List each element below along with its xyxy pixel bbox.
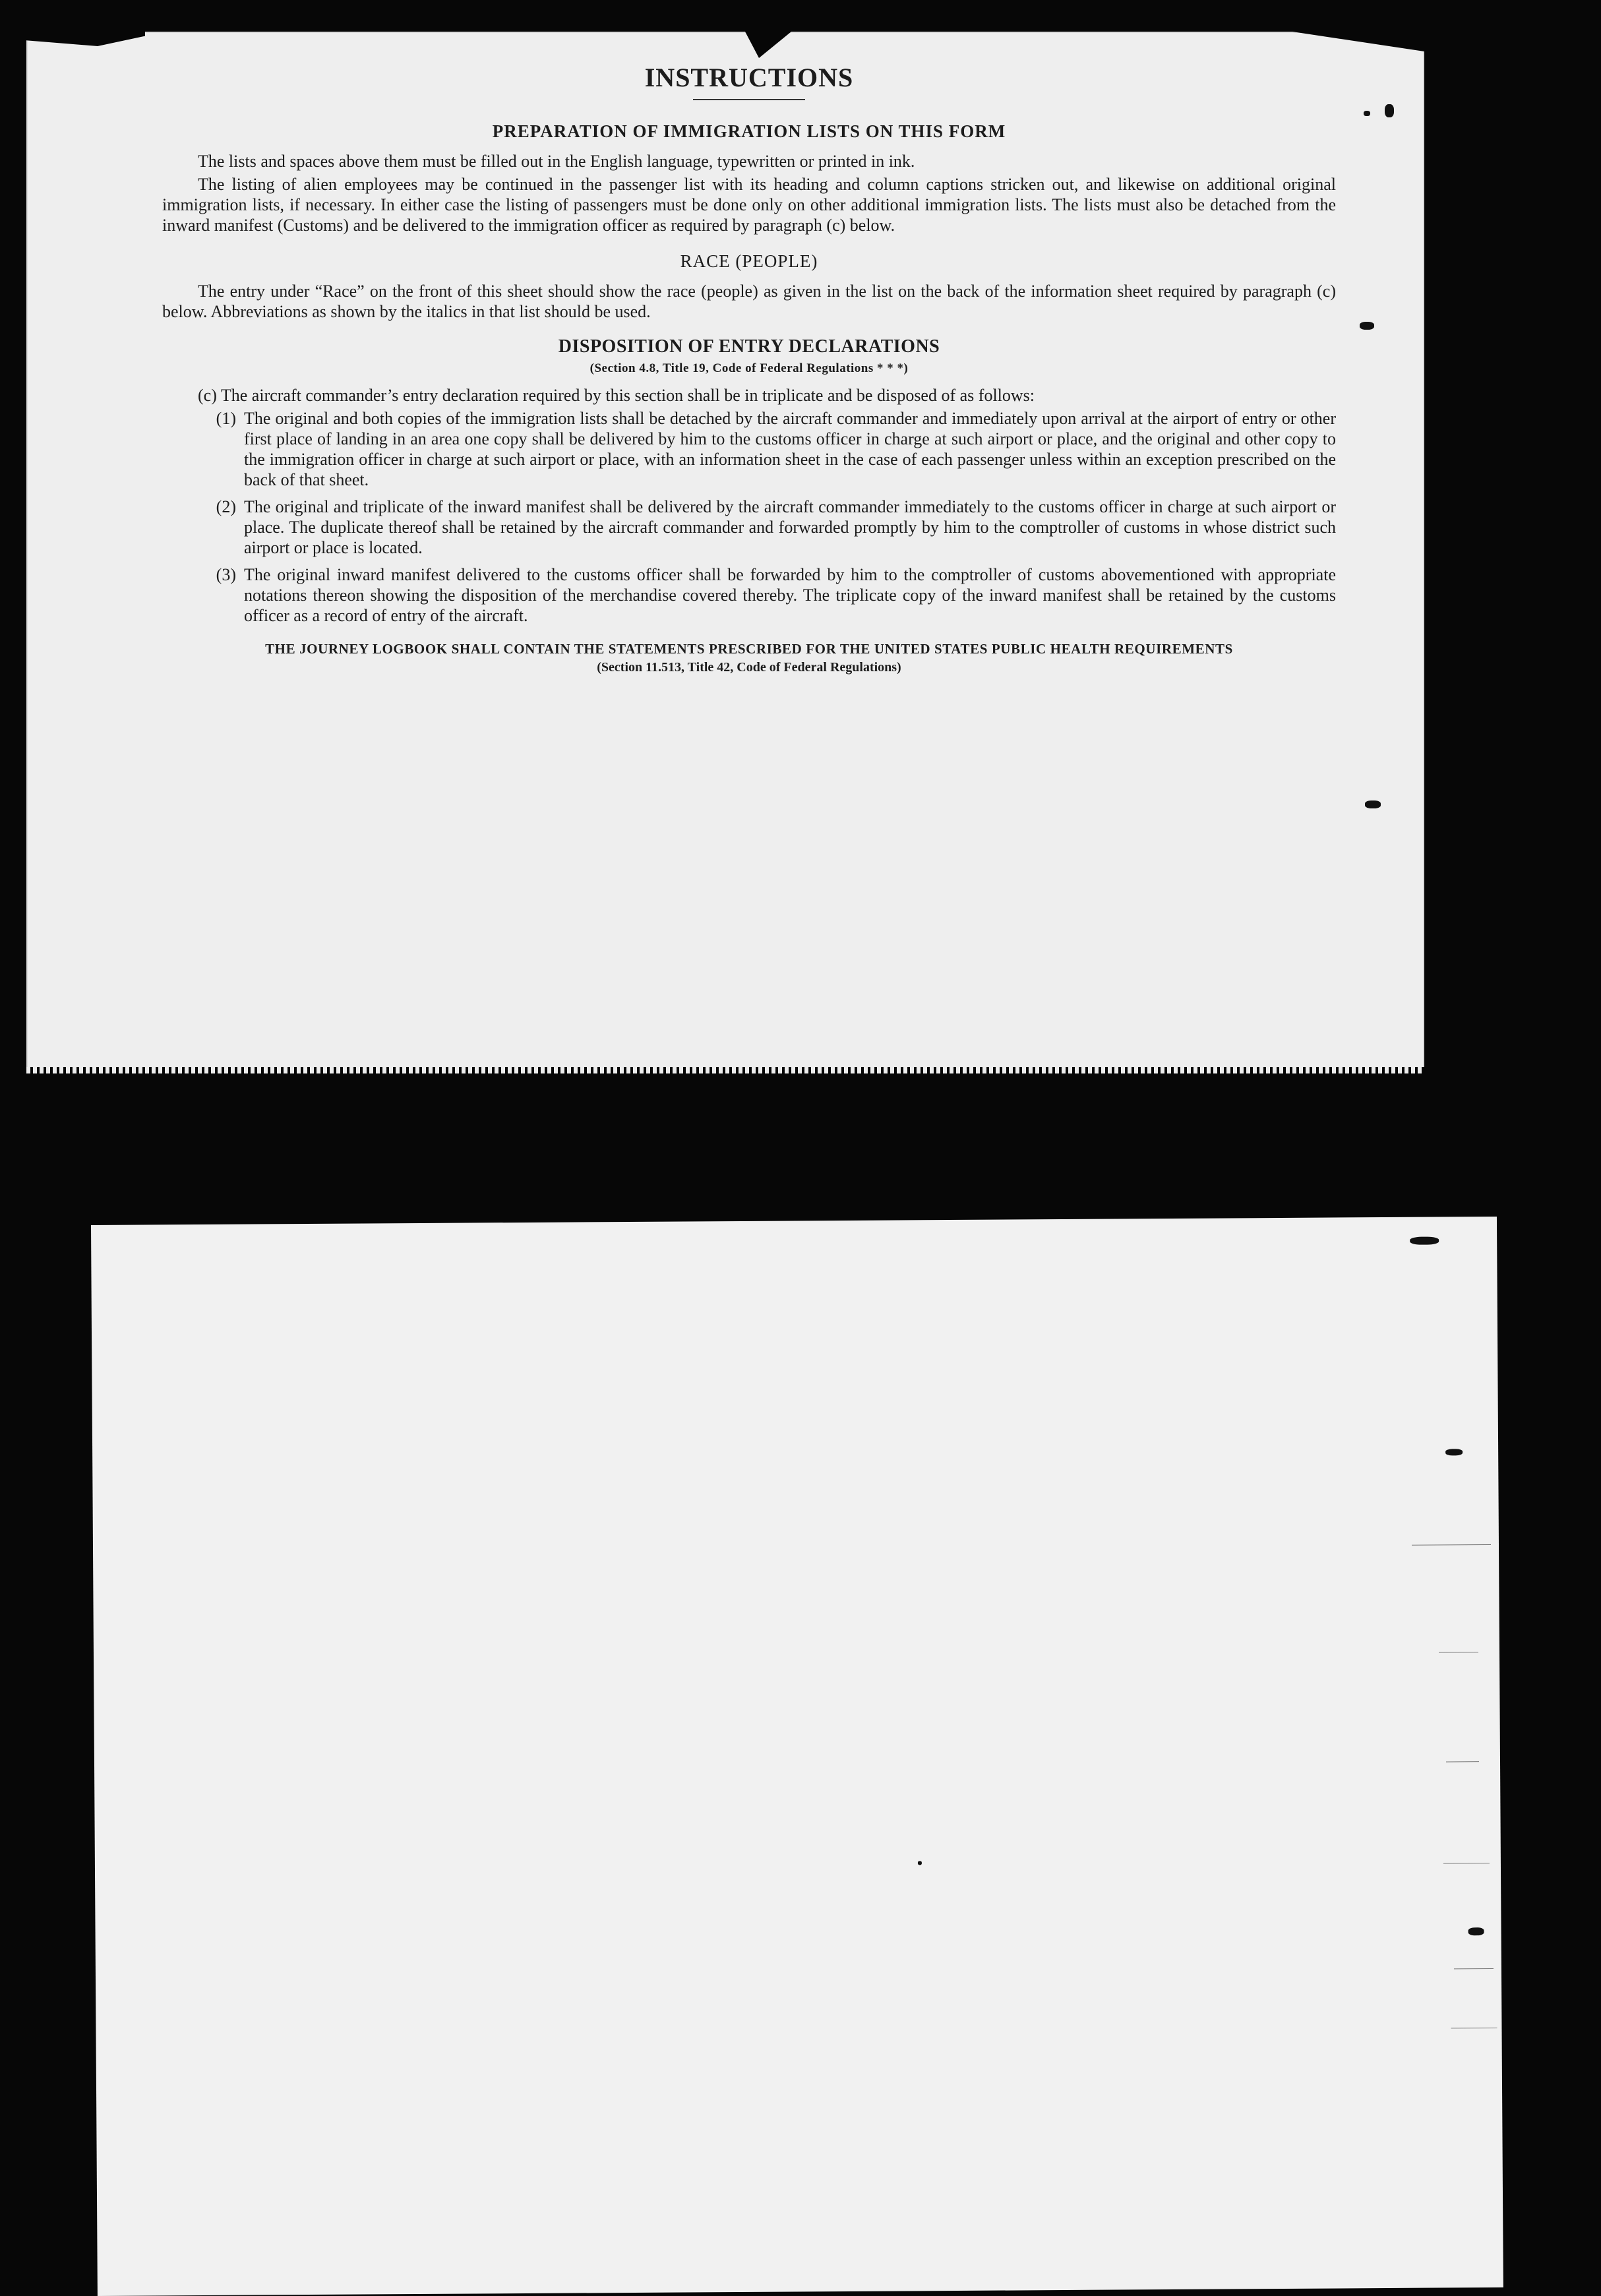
title-rule — [693, 99, 805, 100]
paper-tear — [26, 32, 145, 46]
ink-speck — [1385, 104, 1394, 117]
preparation-heading: PREPARATION OF IMMIGRATION LISTS ON THIS FORM — [492, 121, 1006, 141]
logbook-notice: THE JOURNEY LOGBOOK SHALL CONTAIN THE STATEMENTS PRESCRIBED FOR THE UNITED STATES PUBLIC HEALTH REQUIREMENTS — [265, 641, 1233, 657]
disposition-heading: DISPOSITION OF ENTRY DECLARATIONS — [558, 336, 940, 357]
margin-rule — [1412, 1544, 1491, 1546]
disposition-lead: (c) The aircraft commander’s entry declaration required by this section shall be in triplicate and be disposed of as follows: — [198, 386, 1035, 405]
disposition-item — [162, 408, 1336, 490]
instructions-body — [162, 32, 1336, 678]
item-text: The original and both copies of the immigration lists shall be detached by the aircraft commander and immediately upon arrival at the airport of entry or other first place of landing in an area one copy shall be delivered by him to the customs officer in charge at such airport or place, and the original and other copy to the immigration officer in charge at such airport or place, with an information sheet in the case of each passenger unless within an exception prescribed on the back of that sheet. — [244, 409, 1336, 489]
item-text: The original inward manifest delivered to the customs officer shall be forwarded by him to the comptroller of customs abovementioned with appropriate notations thereon showing the disposition of the merchandise covered thereby. The triplicate copy of the inward manifest shall be retained by the customs officer as a record of entry of the aircraft. — [244, 565, 1336, 625]
disposition-citation: (Section 4.8, Title 19, Code of Federal Regulations * * *) — [589, 361, 909, 375]
item-number: (1) — [216, 409, 236, 428]
preparation-paragraph-1: The lists and spaces above them must be filled out in the English language, typewritten or printed in ink. — [198, 152, 915, 171]
ink-speck — [1410, 1237, 1439, 1245]
ink-speck — [918, 1861, 922, 1865]
item-number: (2) — [216, 497, 236, 516]
ink-speck — [1365, 801, 1381, 808]
disposition-item — [162, 497, 1336, 558]
preparation-paragraph-2: The listing of alien employees may be continued in the passenger list with its heading and column captions stricken out, and likewise on additional original immigration lists, if necessary. In either case the listing of passengers must be done only on other additional immigration lists. The lists must also be detached from the inward manifest (Customs) and be delivered to the immigration officer as required by paragraph (c) below. — [162, 175, 1336, 235]
ink-speck — [1445, 1449, 1463, 1455]
race-paragraph: The entry under “Race” on the front of this sheet should show the race (people) as given in the list on the back of the information sheet required by paragraph (c) below. Abbreviations as shown by the italics in that list should be used. — [162, 282, 1336, 321]
ink-speck — [1468, 1927, 1484, 1935]
ink-speck — [1360, 322, 1374, 330]
item-text: The original and triplicate of the inward manifest shall be delivered by the aircraft commander immediately to the customs officer in charge at such airport or place. The duplicate thereof shall be retained by the aircraft commander and forwarded promptly by him to the comptroller of customs in whose district such airport or place is located. — [244, 497, 1336, 557]
race-heading: RACE (PEOPLE) — [680, 251, 818, 271]
ink-speck — [1364, 111, 1370, 116]
margin-rule — [1446, 1761, 1479, 1762]
instruction-sheet — [26, 32, 1424, 1068]
blank-sheet — [91, 1217, 1503, 2296]
disposition-item — [162, 564, 1336, 626]
page-title: INSTRUCTIONS — [644, 63, 854, 92]
logbook-citation: (Section 11.513, Title 42, Code of Federal Regulations) — [597, 660, 901, 675]
margin-rule — [1454, 1968, 1494, 1969]
item-number: (3) — [216, 565, 236, 584]
